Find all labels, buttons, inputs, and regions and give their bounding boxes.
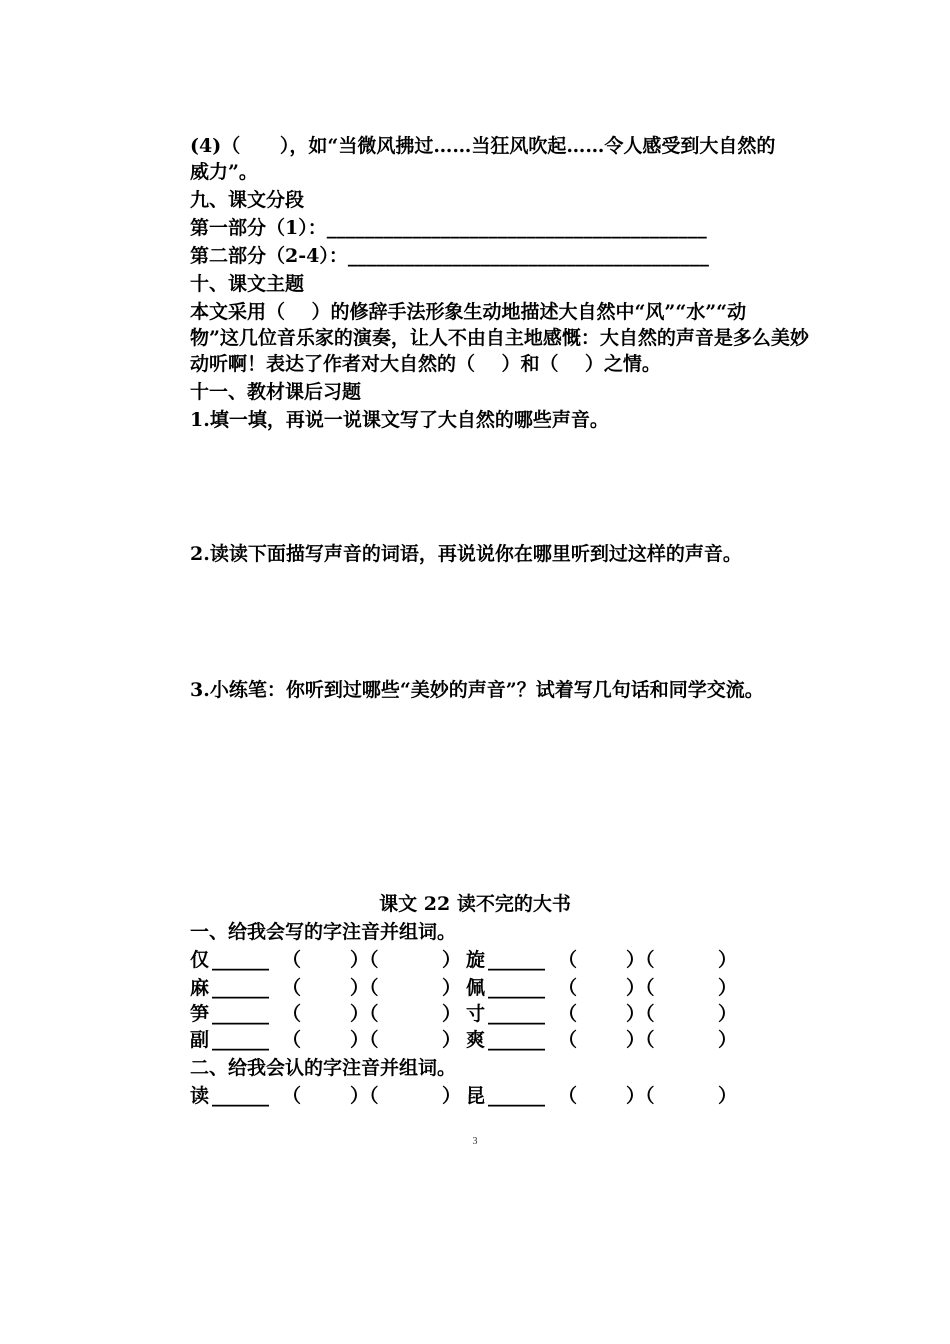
char: 爽 [466,1029,486,1051]
bracket-close: ） [442,1029,462,1051]
bracket-open: （ [558,949,578,971]
bracket-open: （ [558,977,578,999]
theme-line-1: 本文采用（ ）的修辞手法形象生动地描述大自然中“风”“水”“动 [190,301,747,323]
part-two-line: 第二部分（2-4）：______________________________________ [190,245,709,267]
theme-line-2: 物”这几位音乐家的演奏，让人不由自主地感慨：大自然的声音是多么美妙 [190,327,809,349]
bracket-close: ） [442,1085,462,1107]
char-row [190,1028,750,1052]
char: 读 [190,1085,210,1107]
bracket-open: （ [282,949,302,971]
bracket-open: （ [558,1085,578,1107]
text-line-1: (4)（ ），如“当微风拂过……当狂风吹起……令人感受到大自然的 [190,135,776,157]
pinyin-blank: ______ [212,1029,269,1051]
char-row [190,948,750,972]
bracket-pair: ）（ [626,1085,655,1107]
bracket-pair: ）（ [350,1003,379,1025]
section-heading-9: 九、课文分段 [190,189,305,211]
bracket-pair: ）（ [350,1085,379,1107]
char: 麻 [190,977,210,999]
bracket-close: ） [442,977,462,999]
theme-line-3: 动听啊！表达了作者对大自然的（ ）和（ ）之情。 [190,353,661,375]
bracket-pair: ）（ [626,1029,655,1051]
bracket-open: （ [282,1029,302,1051]
pinyin-blank: ______ [488,1003,545,1025]
bracket-pair: ）（ [350,977,379,999]
bracket-pair: ）（ [626,1003,655,1025]
bracket-open: （ [282,977,302,999]
text-line-2: 威力”。 [190,161,258,183]
bracket-close: ） [718,977,738,999]
pinyin-blank: ______ [212,1003,269,1025]
char: 副 [190,1029,210,1051]
section-write-heading: 一、给我会写的字注音并组词。 [190,921,457,943]
char-row [190,976,750,1000]
bracket-close: ） [718,949,738,971]
char-row [190,1002,750,1026]
bracket-pair: ）（ [626,949,655,971]
bracket-pair: ）（ [626,977,655,999]
pinyin-blank: ______ [212,1085,269,1107]
bracket-close: ） [718,1003,738,1025]
section-heading-10: 十、课文主题 [190,273,305,295]
bracket-open: （ [558,1029,578,1051]
pinyin-blank: ______ [488,949,545,971]
char: 笋 [190,1003,210,1025]
bracket-close: ） [442,1003,462,1025]
bracket-open: （ [558,1003,578,1025]
char: 仅 [190,949,210,971]
pinyin-blank: ______ [212,977,269,999]
lesson-title: 课文 22 读不完的大书 [379,893,571,915]
char: 旋 [466,949,486,971]
section-read-heading: 二、给我会认的字注音并组词。 [190,1057,457,1079]
bracket-open: （ [282,1003,302,1025]
section-heading-11: 十一、教材课后习题 [190,381,362,403]
bracket-pair: ）（ [350,1029,379,1051]
question-1: 1.填一填，再说一说课文写了大自然的哪些声音。 [190,409,609,431]
question-3: 3.小练笔：你听到过哪些“美妙的声音”？试着写几句话和同学交流。 [190,679,764,701]
bracket-close: ） [442,949,462,971]
char: 寸 [466,1003,486,1025]
pinyin-blank: ______ [488,1029,545,1051]
bracket-pair: ）（ [350,949,379,971]
bracket-close: ） [718,1029,738,1051]
pinyin-blank: ______ [212,949,269,971]
pinyin-blank: ______ [488,977,545,999]
char-row [190,1084,750,1108]
question-2: 2.读读下面描写声音的词语，再说说你在哪里听到过这样的声音。 [190,543,742,565]
bracket-close: ） [718,1085,738,1107]
char: 佩 [466,977,486,999]
part-one-line: 第一部分（1）：________________________________________ [190,217,707,239]
page-number: 3 [472,1136,478,1147]
char: 昆 [466,1085,486,1107]
bracket-open: （ [282,1085,302,1107]
pinyin-blank: ______ [488,1085,545,1107]
